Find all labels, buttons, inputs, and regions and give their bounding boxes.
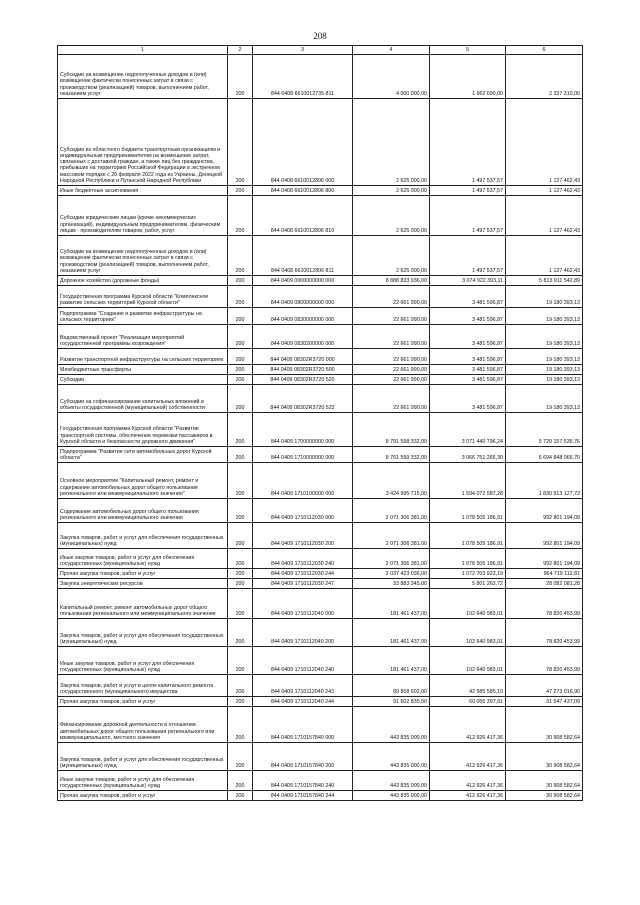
column-header: 2	[228, 46, 253, 55]
row-name-cell: Межбюджетные трансферты	[58, 365, 228, 375]
row-executed-amount-cell: 1 497 537,57	[430, 186, 506, 196]
row-approved-amount-cell: 443 835 000,00	[353, 771, 430, 791]
table-row	[58, 308, 583, 325]
table-row	[58, 743, 583, 771]
row-line-code-cell: 200	[228, 569, 253, 579]
row-unexecuted-amount-cell: 5 694 848 066,70	[506, 447, 583, 463]
row-approved-amount-cell: 22 661 990,00	[353, 349, 430, 365]
row-approved-amount-cell: 2 037 423 036,00	[353, 569, 430, 579]
row-line-code-cell: 200	[228, 308, 253, 325]
table-row	[58, 791, 583, 801]
row-name-cell: Субсидии на возмещение недополученных доходов и (или) возмещение фактически понесенных затрат в связи с производством (реализацией) товаров, выполнением работ, оказанием услуг	[58, 236, 228, 276]
row-line-code-cell: 200	[228, 697, 253, 707]
table-row	[58, 196, 583, 236]
row-line-code-cell: 200	[228, 385, 253, 413]
row-approved-amount-cell: 2 071 306 381,00	[353, 523, 430, 549]
row-approved-amount-cell: 22 661 990,00	[353, 325, 430, 349]
row-classification-code-cell: 844 0409 1710112030 240	[253, 549, 353, 569]
row-executed-amount-cell: 412 926 417,36	[430, 791, 506, 801]
row-name-cell: Закупка товаров, работ и услуг для обеспечения государственных (муниципальных) нужд	[58, 743, 228, 771]
row-approved-amount-cell: 22 661 990,00	[353, 308, 430, 325]
row-line-code-cell: 200	[228, 447, 253, 463]
table-row	[58, 325, 583, 349]
row-approved-amount-cell: 181 461 437,00	[353, 619, 430, 647]
row-approved-amount-cell: 3 424 995 715,00	[353, 463, 430, 499]
row-approved-amount-cell: 443 835 000,00	[353, 707, 430, 743]
row-unexecuted-amount-cell: 78 820 453,99	[506, 589, 583, 619]
table-row	[58, 523, 583, 549]
row-unexecuted-amount-cell: 5 813 911 542,89	[506, 276, 583, 286]
row-unexecuted-amount-cell: 19 180 393,13	[506, 286, 583, 308]
row-unexecuted-amount-cell: 78 820 453,99	[506, 647, 583, 675]
row-name-cell: Субсидии юридическим лицам (кроме некоммерческих организаций), индивидуальным предпринимателям, физическим лицам - производителям товаров, работ, услуг	[58, 196, 228, 236]
row-unexecuted-amount-cell: 1 127 462,43	[506, 196, 583, 236]
row-approved-amount-cell: 4 000 000,00	[353, 55, 430, 99]
row-classification-code-cell: 844 0409 08302R3720 522	[253, 385, 353, 413]
row-approved-amount-cell: 22 661 990,00	[353, 286, 430, 308]
row-name-cell: Подпрограмма "Создание и развитие инфраструктуры на сельских территориях"	[58, 308, 228, 325]
row-line-code-cell: 200	[228, 675, 253, 697]
row-line-code-cell: 200	[228, 349, 253, 365]
row-classification-code-cell: 844 0409 1710157840 200	[253, 743, 353, 771]
row-executed-amount-cell: 1 497 537,57	[430, 236, 506, 276]
row-unexecuted-amount-cell: 19 180 393,13	[506, 375, 583, 385]
row-name-cell: Ведомственный проект "Реализация мероприятий государственной программы возрождения"	[58, 325, 228, 349]
row-executed-amount-cell: 1 594 072 587,28	[430, 463, 506, 499]
table-row	[58, 589, 583, 619]
column-header: 4	[353, 46, 430, 55]
row-approved-amount-cell: 22 661 990,00	[353, 365, 430, 375]
row-executed-amount-cell: 102 640 983,01	[430, 647, 506, 675]
row-classification-code-cell: 844 0409 1710112040 000	[253, 589, 353, 619]
row-classification-code-cell: 844 0409 1700000000 000	[253, 413, 353, 447]
row-classification-code-cell: 844 0409 1710112030 244	[253, 569, 353, 579]
row-name-cell: Прочая закупка товаров, работ и услуг	[58, 569, 228, 579]
row-line-code-cell: 200	[228, 325, 253, 349]
row-name-cell: Закупка товаров, работ и услуг в целях капитального ремонта государственного (муниципального) имущества	[58, 675, 228, 697]
row-line-code-cell: 200	[228, 771, 253, 791]
table-row	[58, 697, 583, 707]
row-name-cell: Иные бюджетные ассигнования	[58, 186, 228, 196]
row-approved-amount-cell: 2 625 000,00	[353, 236, 430, 276]
row-classification-code-cell: 844 0409 1710157840 244	[253, 791, 353, 801]
row-approved-amount-cell: 8 791 598 332,00	[353, 413, 430, 447]
table-row	[58, 771, 583, 791]
row-executed-amount-cell: 3 481 596,87	[430, 385, 506, 413]
table-row	[58, 236, 583, 276]
table-row	[58, 463, 583, 499]
row-executed-amount-cell: 3 481 596,87	[430, 375, 506, 385]
row-classification-code-cell: 844 0409 0830000000 000	[253, 308, 353, 325]
table-row	[58, 276, 583, 286]
row-classification-code-cell: 844 0409 0830200000 000	[253, 325, 353, 349]
row-approved-amount-cell: 2 071 306 381,00	[353, 499, 430, 523]
row-name-cell: Прочая закупка товаров, работ и услуг	[58, 791, 228, 801]
row-classification-code-cell: 844 0408 6610012806 000	[253, 99, 353, 186]
row-approved-amount-cell: 8 888 833 936,00	[353, 276, 430, 286]
row-unexecuted-amount-cell: 5 720 157 535,76	[506, 413, 583, 447]
table-row	[58, 579, 583, 589]
row-approved-amount-cell: 443 835 000,00	[353, 791, 430, 801]
row-name-cell: Иные закупки товаров, работ и услуг для обеспечения государственных (муниципальных) нужд	[58, 549, 228, 569]
row-classification-code-cell: 844 0409 1710112040 243	[253, 675, 353, 697]
row-executed-amount-cell: 1 078 505 186,91	[430, 499, 506, 523]
row-name-cell: Государственная программа Курской области "Развитие транспортной системы, обеспечение перевозки пассажиров в Курской области и безопасности дорожного движения"	[58, 413, 228, 447]
table-row	[58, 55, 583, 99]
row-classification-code-cell: 844 0409 1710157840 240	[253, 771, 353, 791]
row-classification-code-cell: 844 0409 1710112040 240	[253, 647, 353, 675]
row-executed-amount-cell: 1 072 703 923,19	[430, 569, 506, 579]
row-approved-amount-cell: 8 761 599 332,00	[353, 447, 430, 463]
row-line-code-cell: 200	[228, 523, 253, 549]
row-approved-amount-cell: 181 461 437,00	[353, 647, 430, 675]
row-approved-amount-cell: 33 883 345,00	[353, 579, 430, 589]
row-classification-code-cell: 844 0408 6610012806 800	[253, 186, 353, 196]
row-unexecuted-amount-cell: 992 801 194,09	[506, 499, 583, 523]
row-unexecuted-amount-cell: 47 273 016,90	[506, 675, 583, 697]
row-unexecuted-amount-cell: 30 908 582,64	[506, 791, 583, 801]
row-unexecuted-amount-cell: 30 908 582,64	[506, 707, 583, 743]
row-unexecuted-amount-cell: 1 127 462,43	[506, 186, 583, 196]
row-name-cell: Иные закупки товаров, работ и услуг для обеспечения государственных (муниципальных) нужд	[58, 771, 228, 791]
row-executed-amount-cell: 5 801 263,72	[430, 579, 506, 589]
row-line-code-cell: 200	[228, 413, 253, 447]
row-approved-amount-cell: 89 858 602,00	[353, 675, 430, 697]
row-executed-amount-cell: 412 926 417,36	[430, 771, 506, 791]
column-header: 1	[58, 46, 228, 55]
table-row	[58, 619, 583, 647]
row-approved-amount-cell: 2 625 000,00	[353, 196, 430, 236]
table-row	[58, 186, 583, 196]
row-name-cell: Субсидии из областного бюджета транспортным организациям и индивидуальным предпринимателям на возмещение затрат, связанных с доставкой граждан, а также лиц без гражданства, прибывших на территорию Российской Федерации в экстренном массовом порядке с 20 февраля 2022 года из Украины, Донецкой Народной Республики и Луганской Народной Республики	[58, 99, 228, 186]
table-row	[58, 413, 583, 447]
row-classification-code-cell: 844 0408 6610012735 811	[253, 55, 353, 99]
row-line-code-cell: 200	[228, 743, 253, 771]
row-name-cell: Субсидии на софинансирование капитальных вложений в объекты государственной (муниципальной) собственности	[58, 385, 228, 413]
row-name-cell: Подпрограмма "Развитие сети автомобильных дорог Курской области"	[58, 447, 228, 463]
row-approved-amount-cell: 443 835 000,00	[353, 743, 430, 771]
row-classification-code-cell: 844 0409 1710112030 247	[253, 579, 353, 589]
row-unexecuted-amount-cell: 19 180 393,13	[506, 385, 583, 413]
row-name-cell: Закупка энергетических ресурсов	[58, 579, 228, 589]
row-name-cell: Содержание автомобильных дорог общего пользования регионального или межмуниципального значения	[58, 499, 228, 523]
row-classification-code-cell: 844 0409 1710112040 200	[253, 619, 353, 647]
row-line-code-cell: 200	[228, 99, 253, 186]
row-line-code-cell: 200	[228, 196, 253, 236]
row-line-code-cell: 200	[228, 647, 253, 675]
row-approved-amount-cell: 22 661 990,00	[353, 375, 430, 385]
row-name-cell: Субсидии на возмещение недополученных доходов и (или) возмещение фактически понесенных затрат в связи с производством (реализацией) товаров, выполнением работ, оказанием услуг	[58, 55, 228, 99]
row-executed-amount-cell: 1 078 505 186,91	[430, 523, 506, 549]
row-executed-amount-cell: 3 481 596,87	[430, 349, 506, 365]
page-number: 208	[313, 31, 327, 41]
table-header-row	[58, 46, 583, 55]
row-unexecuted-amount-cell: 964 719 112,81	[506, 569, 583, 579]
row-classification-code-cell: 844 0409 0000000000 000	[253, 276, 353, 286]
table-row	[58, 707, 583, 743]
row-classification-code-cell: 844 0408 6610012806 811	[253, 236, 353, 276]
row-unexecuted-amount-cell: 31 547 437,09	[506, 697, 583, 707]
row-executed-amount-cell: 1 078 505 186,91	[430, 549, 506, 569]
row-approved-amount-cell: 181 461 437,00	[353, 589, 430, 619]
row-executed-amount-cell: 102 640 983,01	[430, 619, 506, 647]
row-name-cell: Финансирование дорожной деятельности в отношении автомобильных дорог общего пользования регионального или межмуниципального, местного значения	[58, 707, 228, 743]
table-row	[58, 385, 583, 413]
row-unexecuted-amount-cell: 992 801 194,09	[506, 523, 583, 549]
budget-table	[57, 45, 583, 801]
row-classification-code-cell: 844 0409 08302R3720 500	[253, 365, 353, 375]
row-executed-amount-cell: 42 585 585,10	[430, 675, 506, 697]
table-row	[58, 349, 583, 365]
row-classification-code-cell: 844 0409 08302R3720 000	[253, 349, 353, 365]
row-executed-amount-cell: 102 640 983,01	[430, 589, 506, 619]
row-line-code-cell: 200	[228, 463, 253, 499]
row-name-cell: Закупка товаров, работ и услуг для обеспечения государственных (муниципальных) нужд	[58, 619, 228, 647]
row-executed-amount-cell: 1 497 537,57	[430, 196, 506, 236]
row-name-cell: Дорожное хозяйство (дорожные фонды)	[58, 276, 228, 286]
row-approved-amount-cell: 2 625 000,00	[353, 186, 430, 196]
table-row	[58, 286, 583, 308]
row-classification-code-cell: 844 0409 1710100000 000	[253, 463, 353, 499]
row-line-code-cell: 200	[228, 707, 253, 743]
row-name-cell: Закупка товаров, работ и услуг для обеспечения государственных (муниципальных) нужд	[58, 523, 228, 549]
row-executed-amount-cell: 3 071 440 796,24	[430, 413, 506, 447]
row-line-code-cell: 200	[228, 286, 253, 308]
row-unexecuted-amount-cell: 992 801 194,09	[506, 549, 583, 569]
row-classification-code-cell: 844 0409 08302R3720 520	[253, 375, 353, 385]
table-row	[58, 499, 583, 523]
row-unexecuted-amount-cell: 19 180 393,13	[506, 308, 583, 325]
row-unexecuted-amount-cell: 19 180 393,13	[506, 325, 583, 349]
table-row	[58, 647, 583, 675]
row-executed-amount-cell: 3 066 751 265,30	[430, 447, 506, 463]
row-unexecuted-amount-cell: 78 820 453,99	[506, 619, 583, 647]
row-line-code-cell: 200	[228, 499, 253, 523]
table-row	[58, 447, 583, 463]
row-executed-amount-cell: 3 481 596,87	[430, 286, 506, 308]
row-executed-amount-cell: 3 481 596,87	[430, 325, 506, 349]
row-unexecuted-amount-cell: 30 908 582,64	[506, 743, 583, 771]
row-approved-amount-cell: 2 625 000,00	[353, 99, 430, 186]
row-line-code-cell: 200	[228, 549, 253, 569]
table-row	[58, 375, 583, 385]
row-approved-amount-cell: 22 661 990,00	[353, 385, 430, 413]
row-unexecuted-amount-cell: 1 127 462,43	[506, 236, 583, 276]
row-line-code-cell: 200	[228, 365, 253, 375]
row-classification-code-cell: 844 0408 6610012806 810	[253, 196, 353, 236]
row-line-code-cell: 200	[228, 619, 253, 647]
row-unexecuted-amount-cell: 30 908 582,64	[506, 771, 583, 791]
row-executed-amount-cell: 60 055 397,91	[430, 697, 506, 707]
column-header: 5	[430, 46, 506, 55]
row-name-cell: Иные закупки товаров, работ и услуг для обеспечения государственных (муниципальных) нужд	[58, 647, 228, 675]
row-line-code-cell: 200	[228, 276, 253, 286]
row-unexecuted-amount-cell: 28 082 081,28	[506, 579, 583, 589]
row-line-code-cell: 200	[228, 186, 253, 196]
column-header: 3	[253, 46, 353, 55]
table-row	[58, 569, 583, 579]
row-approved-amount-cell: 91 602 835,00	[353, 697, 430, 707]
row-executed-amount-cell: 412 926 417,36	[430, 707, 506, 743]
row-classification-code-cell: 844 0409 1710112030 200	[253, 523, 353, 549]
row-line-code-cell: 200	[228, 579, 253, 589]
table-row	[58, 675, 583, 697]
row-classification-code-cell: 844 0409 1710000000 000	[253, 447, 353, 463]
row-unexecuted-amount-cell: 1 127 462,43	[506, 99, 583, 186]
row-classification-code-cell: 844 0409 1710157840 000	[253, 707, 353, 743]
row-name-cell: Основное мероприятие "Капитальный ремонт, ремонт и содержание автомобильных дорог общего пользования регионального или межмуниципального значения"	[58, 463, 228, 499]
row-line-code-cell: 200	[228, 375, 253, 385]
row-line-code-cell: 200	[228, 236, 253, 276]
row-executed-amount-cell: 3 481 596,87	[430, 365, 506, 375]
row-classification-code-cell: 844 0409 1710112040 244	[253, 697, 353, 707]
row-unexecuted-amount-cell: 1 830 913 127,72	[506, 463, 583, 499]
table-row	[58, 365, 583, 375]
row-classification-code-cell: 844 0409 1710112030 000	[253, 499, 353, 523]
table-row	[58, 549, 583, 569]
row-executed-amount-cell: 1 662 690,00	[430, 55, 506, 99]
row-line-code-cell: 200	[228, 791, 253, 801]
row-name-cell: Субсидии	[58, 375, 228, 385]
column-header: 6	[506, 46, 583, 55]
row-unexecuted-amount-cell: 2 337 310,00	[506, 55, 583, 99]
row-unexecuted-amount-cell: 19 180 393,13	[506, 349, 583, 365]
row-executed-amount-cell: 3 481 596,87	[430, 308, 506, 325]
row-line-code-cell: 200	[228, 55, 253, 99]
row-name-cell: Развитие транспортной инфраструктуры на сельских территориях	[58, 349, 228, 365]
row-line-code-cell: 200	[228, 589, 253, 619]
row-executed-amount-cell: 1 497 537,57	[430, 99, 506, 186]
row-name-cell: Государственная программа Курской области "Комплексное развитие сельских территорий Курской области"	[58, 286, 228, 308]
row-classification-code-cell: 844 0409 0800000000 000	[253, 286, 353, 308]
row-unexecuted-amount-cell: 19 180 393,13	[506, 365, 583, 375]
row-approved-amount-cell: 2 071 306 381,00	[353, 549, 430, 569]
row-name-cell: Прочая закупка товаров, работ и услуг	[58, 697, 228, 707]
table-body	[58, 55, 583, 801]
row-executed-amount-cell: 3 074 922 393,11	[430, 276, 506, 286]
row-executed-amount-cell: 412 926 417,36	[430, 743, 506, 771]
row-name-cell: Капитальный ремонт, ремонт автомобильных дорог общего пользования регионального или межмуниципального значения	[58, 589, 228, 619]
table-row	[58, 99, 583, 186]
